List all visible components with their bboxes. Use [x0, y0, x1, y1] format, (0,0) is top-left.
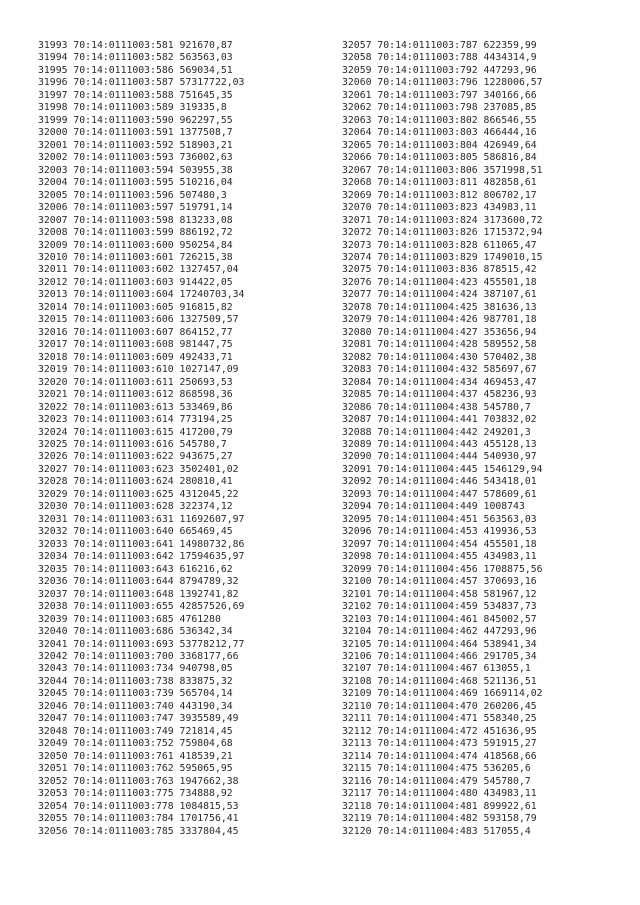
table-row: 32012 70:14:0111003:603 914422,05 [38, 276, 233, 288]
table-row: 32058 70:14:0111003:788 4434314,9 [342, 52, 537, 64]
table-row: 32059 70:14:0111003:792 447293,96 [342, 64, 537, 76]
table-row: 32049 70:14:0111003:752 759804,68 [38, 738, 233, 750]
table-row: 32022 70:14:0111003:613 533469,86 [38, 401, 233, 413]
table-row: 32041 70:14:0111003:693 53778212,77 [38, 638, 245, 650]
table-row: 32037 70:14:0111003:648 1392741,82 [38, 588, 239, 600]
table-row: 32027 70:14:0111003:623 3502401,02 [38, 463, 239, 475]
table-row: 32008 70:14:0111003:599 886192,72 [38, 227, 233, 239]
table-row: 32026 70:14:0111003:622 943675,27 [38, 451, 233, 463]
table-row: 32120 70:14:0111004:483 517055,4 [342, 825, 531, 837]
table-row: 32070 70:14:0111003:823 434983,11 [342, 202, 537, 214]
table-row: 32044 70:14:0111003:738 833875,32 [38, 675, 233, 687]
table-row: 32039 70:14:0111003:685 4761280 [38, 613, 221, 625]
table-row: 32045 70:14:0111003:739 565704,14 [38, 688, 233, 700]
table-row: 32046 70:14:0111003:740 443190,34 [38, 700, 233, 712]
table-row: 32112 70:14:0111004:472 451636,95 [342, 725, 537, 737]
table-row: 32088 70:14:0111004:442 249201,3 [342, 426, 531, 438]
table-row: 32074 70:14:0111003:829 1749010,15 [342, 251, 543, 263]
table-row: 32081 70:14:0111004:428 589552,58 [342, 339, 537, 351]
table-row: 32017 70:14:0111003:608 981447,75 [38, 339, 233, 351]
table-row: 32072 70:14:0111003:826 1715372,94 [342, 227, 543, 239]
table-row: 32092 70:14:0111004:446 543418,01 [342, 476, 537, 488]
table-row: 32024 70:14:0111003:615 417200,79 [38, 426, 233, 438]
table-row: 32025 70:14:0111003:616 545780,7 [38, 439, 227, 450]
table-row: 32096 70:14:0111004:453 419936,53 [342, 526, 537, 538]
table-row: 32010 70:14:0111003:601 726215,38 [38, 251, 233, 263]
table-row: 32101 70:14:0111004:458 581967,12 [342, 588, 537, 600]
table-row: 32073 70:14:0111003:828 611065,47 [342, 239, 537, 251]
left-column [38, 40, 244, 838]
table-row: 31996 70:14:0111003:587 57317722,03 [38, 77, 245, 89]
table-row: 32077 70:14:0111004:424 387107,61 [342, 289, 537, 301]
table-row: 31995 70:14:0111003:586 569034,51 [38, 64, 233, 76]
table-row: 32053 70:14:0111003:775 734888,92 [38, 788, 233, 800]
table-row: 31993 70:14:0111003:581 921670,87 [38, 40, 233, 51]
table-row: 32007 70:14:0111003:598 813233,08 [38, 214, 233, 226]
table-row: 32036 70:14:0111003:644 8794789,32 [38, 576, 239, 588]
table-row: 32000 70:14:0111003:591 1377508,7 [38, 127, 233, 139]
table-row: 32117 70:14:0111004:480 434983,11 [342, 788, 537, 800]
table-row: 32090 70:14:0111004:444 540930,97 [342, 451, 537, 463]
table-row: 32082 70:14:0111004:430 570402,38 [342, 351, 537, 363]
table-row: 32014 70:14:0111003:605 916815,82 [38, 301, 233, 313]
table-row: 32111 70:14:0111004:471 558340,25 [342, 713, 537, 725]
table-row: 32067 70:14:0111003:806 3571998,51 [342, 164, 543, 176]
table-row: 32108 70:14:0111004:468 521136,51 [342, 675, 537, 687]
table-row: 31999 70:14:0111003:590 962297,55 [38, 114, 233, 126]
table-row: 32065 70:14:0111003:804 426949,64 [342, 139, 537, 151]
table-row: 32043 70:14:0111003:734 940798,05 [38, 663, 233, 675]
table-row: 32107 70:14:0111004:467 613055,1 [342, 663, 531, 675]
table-row: 32042 70:14:0111003:700 3368177,66 [38, 650, 239, 662]
table-row: 32103 70:14:0111004:461 845002,57 [342, 613, 537, 625]
table-row: 32094 70:14:0111004:449 1008743 [342, 501, 525, 513]
table-row: 32100 70:14:0111004:457 370693,16 [342, 576, 537, 588]
table-row: 32003 70:14:0111003:594 503955,38 [38, 164, 233, 176]
table-row: 32116 70:14:0111004:479 545780,7 [342, 775, 531, 787]
table-row: 32061 70:14:0111003:797 340166,66 [342, 89, 537, 101]
table-row: 32063 70:14:0111003:802 866546,55 [342, 114, 537, 126]
table-row: 32085 70:14:0111004:437 458236,93 [342, 389, 537, 401]
table-row: 32086 70:14:0111004:438 545780,7 [342, 401, 531, 413]
table-row: 32023 70:14:0111003:614 773194,25 [38, 414, 233, 426]
table-row: 32099 70:14:0111004:456 1708875,56 [342, 563, 543, 575]
table-row: 32113 70:14:0111004:473 591915,27 [342, 738, 537, 750]
table-row: 32032 70:14:0111003:640 665469,45 [38, 526, 233, 538]
table-row: 32035 70:14:0111003:643 616216,62 [38, 563, 233, 575]
table-row: 32048 70:14:0111003:749 721814,45 [38, 725, 233, 737]
table-row: 32055 70:14:0111003:784 1701756,41 [38, 813, 239, 825]
table-row: 32019 70:14:0111003:610 1027147,09 [38, 364, 239, 376]
table-row: 32051 70:14:0111003:762 595065,95 [38, 763, 233, 775]
table-row: 31998 70:14:0111003:589 319335,8 [38, 102, 227, 114]
table-row: 32075 70:14:0111003:836 878515,42 [342, 264, 537, 276]
table-row: 32062 70:14:0111003:798 237085,85 [342, 102, 537, 114]
table-row: 32040 70:14:0111003:686 536342,34 [38, 626, 233, 638]
table-row: 32118 70:14:0111004:481 899922,61 [342, 800, 537, 812]
table-row: 32013 70:14:0111003:604 17240703,34 [38, 289, 245, 301]
table-row: 32031 70:14:0111003:631 11692607,97 [38, 513, 245, 525]
table-row: 32004 70:14:0111003:595 510216,04 [38, 177, 233, 189]
table-row: 32016 70:14:0111003:607 864152,77 [38, 326, 233, 338]
table-row: 32071 70:14:0111003:824 3173600,72 [342, 214, 543, 226]
table-row: 32109 70:14:0111004:469 1669114,02 [342, 688, 543, 700]
table-row: 32028 70:14:0111003:624 280810,41 [38, 476, 233, 488]
table-row: 32006 70:14:0111003:597 519791,14 [38, 202, 233, 214]
table-row: 32069 70:14:0111003:812 806702,17 [342, 189, 537, 201]
table-row: 32114 70:14:0111004:474 418568,66 [342, 750, 537, 762]
right-column [342, 40, 543, 838]
table-row: 32001 70:14:0111003:592 518903,21 [38, 139, 233, 151]
table-row: 32060 70:14:0111003:796 1228006,57 [342, 77, 543, 89]
table-row: 32068 70:14:0111003:811 482858,61 [342, 177, 537, 189]
table-row: 32064 70:14:0111003:803 466444,16 [342, 127, 537, 139]
table-row: 32091 70:14:0111004:445 1546129,94 [342, 463, 543, 475]
table-row: 32052 70:14:0111003:763 1947662,38 [38, 775, 239, 787]
table-row: 32033 70:14:0111003:641 14980732,86 [38, 538, 245, 550]
table-row: 32102 70:14:0111004:459 534837,73 [342, 601, 537, 613]
table-row: 32076 70:14:0111004:423 455501,18 [342, 276, 537, 288]
table-row: 32089 70:14:0111004:443 455128,13 [342, 439, 537, 450]
table-row: 32038 70:14:0111003:655 42857526,69 [38, 601, 245, 613]
table-row: 32029 70:14:0111003:625 4312045,22 [38, 488, 239, 500]
table-row: 32110 70:14:0111004:470 260206,45 [342, 700, 537, 712]
table-row: 32011 70:14:0111003:602 1327457,04 [38, 264, 239, 276]
table-row: 32078 70:14:0111004:425 381636,13 [342, 301, 537, 313]
table-row: 32018 70:14:0111003:609 492433,71 [38, 351, 233, 363]
table-row: 32021 70:14:0111003:612 868598,36 [38, 389, 233, 401]
table-row: 32095 70:14:0111004:451 563563,03 [342, 513, 537, 525]
table-row: 32002 70:14:0111003:593 736002,63 [38, 152, 233, 164]
table-row: 32083 70:14:0111004:432 585697,67 [342, 364, 537, 376]
table-row: 31997 70:14:0111003:588 751645,35 [38, 89, 233, 101]
table-row: 32057 70:14:0111003:787 622359,99 [342, 40, 537, 51]
table-row: 32009 70:14:0111003:600 950254,84 [38, 239, 233, 251]
table-row: 32005 70:14:0111003:596 507480,3 [38, 189, 227, 201]
table-row: 32098 70:14:0111004:455 434983,11 [342, 551, 537, 563]
table-row: 32105 70:14:0111004:464 538941,34 [342, 638, 537, 650]
table-row: 32066 70:14:0111003:805 586816,84 [342, 152, 537, 164]
table-row: 32020 70:14:0111003:611 250693,53 [38, 376, 233, 388]
table-row: 32056 70:14:0111003:785 3337804,45 [38, 825, 239, 837]
table-row: 32047 70:14:0111003:747 3935589,49 [38, 713, 239, 725]
table-row: 32087 70:14:0111004:441 703832,02 [342, 414, 537, 426]
table-row: 32079 70:14:0111004:426 987701,18 [342, 314, 537, 326]
table-row: 32080 70:14:0111004:427 353656,94 [342, 326, 537, 338]
table-row: 32106 70:14:0111004:466 291705,34 [342, 650, 537, 662]
table-row: 32119 70:14:0111004:482 593158,79 [342, 813, 537, 825]
table-row: 32097 70:14:0111004:454 455501,18 [342, 538, 537, 550]
table-row: 32034 70:14:0111003:642 17594635,97 [38, 551, 245, 563]
table-row: 32115 70:14:0111004:475 536205,6 [342, 763, 531, 775]
table-row: 31994 70:14:0111003:582 563563,03 [38, 52, 233, 64]
table-row: 32084 70:14:0111004:434 469453,47 [342, 376, 537, 388]
table-row: 32093 70:14:0111004:447 578609,61 [342, 488, 537, 500]
table-row: 32104 70:14:0111004:462 447293,96 [342, 626, 537, 638]
table-row: 32054 70:14:0111003:778 1084815,53 [38, 800, 239, 812]
table-row: 32030 70:14:0111003:628 322374,12 [38, 501, 233, 513]
table-row: 32050 70:14:0111003:761 418539,21 [38, 750, 233, 762]
table-row: 32015 70:14:0111003:606 1327509,57 [38, 314, 239, 326]
